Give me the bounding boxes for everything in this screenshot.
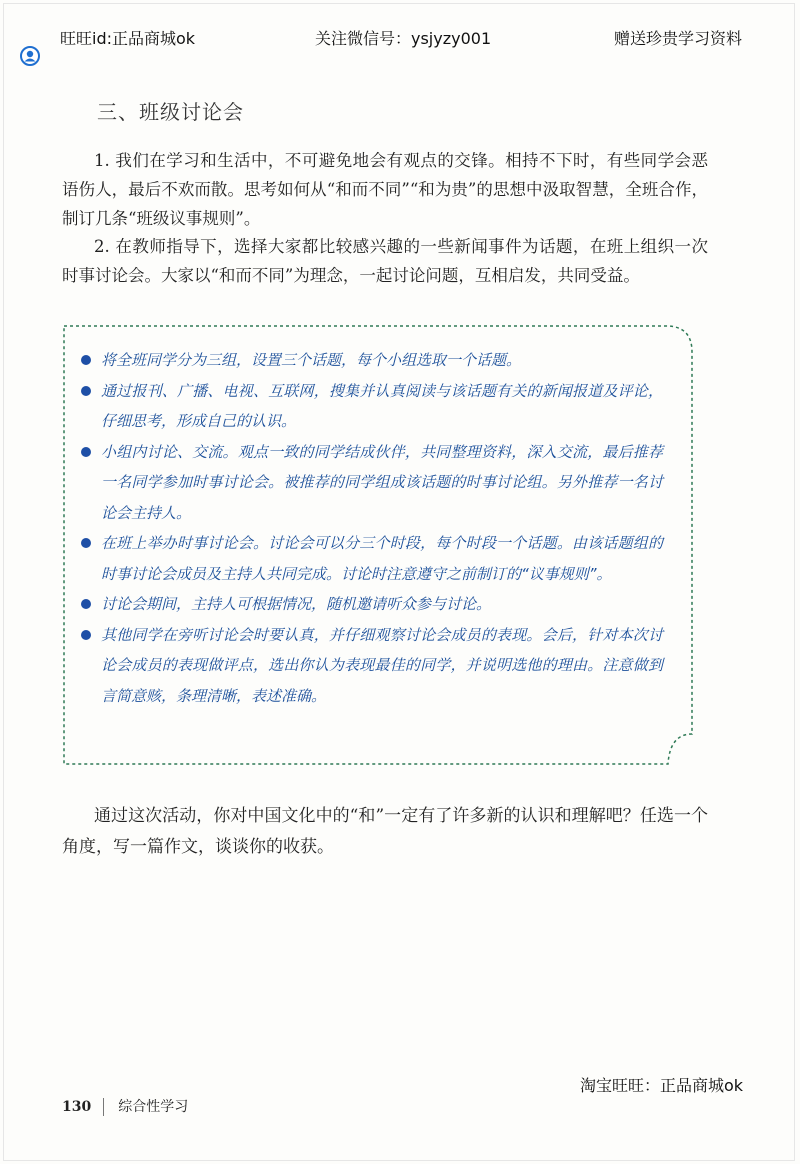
summary-paragraph: 通过这次活动，你对中国文化中的“和”一定有了许多新的认识和理解吧？任选一个角度，写一篇作文，谈谈你的收获。 xyxy=(62,806,708,857)
watermark-header xyxy=(0,26,800,48)
bullet-dot-icon xyxy=(81,599,91,609)
watermark-header-left: 旺旺id:正品商城ok xyxy=(60,29,196,48)
section-title: 三、班级讨论会 xyxy=(97,100,244,124)
step-item xyxy=(101,589,663,620)
step-item xyxy=(101,437,663,529)
page-footer xyxy=(62,1096,188,1120)
bullet-dot-icon xyxy=(81,355,91,365)
step-item xyxy=(101,620,663,712)
step-text: 其他同学在旁听讨论会时要认真，并仔细观察讨论会成员的表现。会后，针对本次讨论会成员的表现做评点，选出你认为表现最佳的同学，并说明选他的理由。注意做到言简意赅，条理清晰，表述准确。 xyxy=(101,625,663,705)
bullet-dot-icon xyxy=(81,630,91,640)
page-number: 130 xyxy=(62,1099,92,1115)
step-text: 讨论会期间，主持人可根据情况，随机邀请听众参与讨论。 xyxy=(101,595,492,613)
footer-divider xyxy=(103,1098,104,1116)
watermark-header-right: 赠送珍贵学习资料 xyxy=(614,29,743,48)
step-text: 通过报刊、广播、电视、互联网，搜集并认真阅读与该话题有关的新闻报道及评论，仔细思考，形成自己的认识。 xyxy=(101,381,663,430)
step-text: 小组内讨论、交流。观点一致的同学结成伙伴，共同整理资料，深入交流，最后推荐一名同学参加时事讨论会。被推荐的同学组成该话题的时事讨论组。另外推荐一名讨论会主持人。 xyxy=(101,442,663,522)
paragraph-1: 1. 我们在学习和生活中，不可避免地会有观点的交锋。相持不下时，有些同学会恶语伤人，最后不欢而散。思考如何从“和而不同”“和为贵”的思想中汲取智慧，全班合作，制订几条“班级议事规则”。 xyxy=(62,151,708,228)
steps-list xyxy=(101,345,663,711)
step-item xyxy=(101,345,663,376)
step-item xyxy=(101,376,663,437)
watermark-header-center: 关注微信号：ysjyzy001 xyxy=(315,29,492,48)
bullet-dot-icon xyxy=(81,386,91,396)
user-avatar-icon xyxy=(20,46,40,66)
watermark-footer: 淘宝旺旺：正品商城ok xyxy=(580,1076,744,1095)
paragraph-2: 2. 在教师指导下，选择大家都比较感兴趣的一些新闻事件为话题，在班上组织一次时事讨论会。大家以“和而不同”为理念，一起讨论问题，互相启发，共同受益。 xyxy=(62,237,708,285)
step-item xyxy=(101,528,663,589)
bullet-dot-icon xyxy=(81,538,91,548)
step-text: 在班上举办时事讨论会。讨论会可以分三个时段，每个时段一个话题。由该话题组的时事讨论会成员及主持人共同完成。讨论时注意遵守之前制订的“议事规则”。 xyxy=(101,534,663,583)
bullet-dot-icon xyxy=(81,447,91,457)
footer-section-name: 综合性学习 xyxy=(118,1099,189,1115)
step-text: 将全班同学分为三组，设置三个话题，每个小组选取一个话题。 xyxy=(101,351,522,369)
